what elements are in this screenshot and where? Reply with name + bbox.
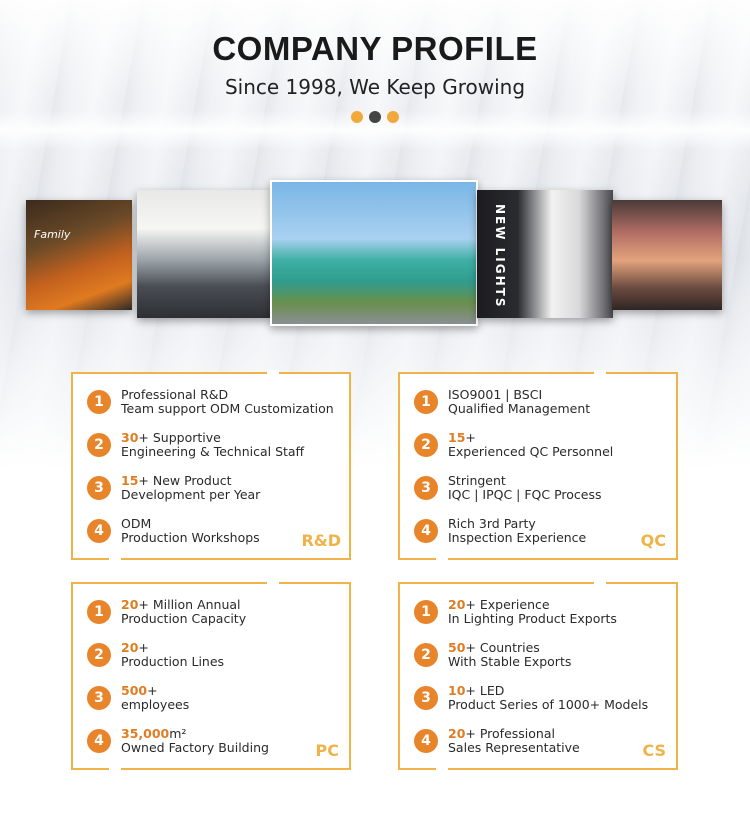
list-item <box>414 517 586 545</box>
number-badge: 1 <box>414 600 438 624</box>
item-line1: + <box>465 430 476 445</box>
list-item <box>87 517 260 545</box>
card-tag: PC <box>315 741 339 760</box>
item-line2: Engineering & Technical Staff <box>121 444 305 459</box>
number-badge: 4 <box>414 729 438 753</box>
item-line2: Development per Year <box>121 487 261 502</box>
highlight-value: 20 <box>448 726 466 741</box>
item-line2: With Stable Exports <box>448 654 572 669</box>
number-badge: 3 <box>414 686 438 710</box>
item-line1: m² <box>169 726 187 741</box>
list-item <box>87 727 269 755</box>
photo-showroom-booth <box>477 190 613 318</box>
card-border-gap <box>109 558 121 564</box>
number-badge: 2 <box>414 433 438 457</box>
item-line1: + Million Annual <box>138 597 241 612</box>
list-item <box>87 598 246 626</box>
card-pc <box>71 582 351 770</box>
highlight-value: 15 <box>448 430 466 445</box>
photo-lighting-showroom <box>612 200 722 310</box>
card-border-gap <box>109 768 121 774</box>
card-cs <box>398 582 678 770</box>
item-line1: + Countries <box>465 640 540 655</box>
list-item <box>414 474 602 502</box>
card-tag: CS <box>642 741 666 760</box>
page-title: COMPANY PROFILE <box>212 30 538 67</box>
item-line2: In Lighting Product Exports <box>448 611 617 626</box>
item-line2: employees <box>121 697 190 712</box>
card-border-gap <box>267 370 279 376</box>
item-line2: Production Capacity <box>121 611 247 626</box>
list-item <box>87 431 304 459</box>
number-badge: 4 <box>414 519 438 543</box>
item-line2: Production Workshops <box>121 530 260 545</box>
highlight-value: 20 <box>121 640 139 655</box>
item-line1: + <box>147 683 158 698</box>
number-badge: 3 <box>87 686 111 710</box>
card-border-gap <box>594 370 606 376</box>
card-rd <box>71 372 351 560</box>
item-line2: Sales Representative <box>448 740 580 755</box>
item-line1: + Professional <box>465 726 555 741</box>
number-badge: 4 <box>87 519 111 543</box>
number-badge: 3 <box>414 476 438 500</box>
highlight-value: 50 <box>448 640 466 655</box>
card-tag: R&D <box>301 531 341 550</box>
item-line1: Professional R&D <box>121 387 229 402</box>
item-line2: Inspection Experience <box>448 530 587 545</box>
carousel-dot <box>387 111 399 123</box>
carousel-dots <box>0 111 750 123</box>
carousel-dot-active <box>369 111 381 123</box>
list-item <box>87 641 224 669</box>
list-item <box>414 684 648 712</box>
item-line2: Qualified Management <box>448 401 591 416</box>
highlight-value: 20 <box>121 597 139 612</box>
item-line1: + <box>138 640 149 655</box>
photo-booth-text: NEW LIGHTS <box>493 204 507 309</box>
photo-office-workspace <box>137 190 272 318</box>
highlight-value: 10 <box>448 683 466 698</box>
number-badge: 1 <box>414 390 438 414</box>
card-border-gap <box>267 580 279 586</box>
card-qc <box>398 372 678 560</box>
number-badge: 1 <box>87 600 111 624</box>
number-badge: 1 <box>87 390 111 414</box>
item-line1: ODM <box>121 516 152 531</box>
item-line1: + Experience <box>465 597 550 612</box>
list-item <box>87 684 189 712</box>
list-item <box>87 474 260 502</box>
highlight-value: 20 <box>448 597 466 612</box>
item-line1: + LED <box>465 683 505 698</box>
card-border-gap <box>594 580 606 586</box>
card-tag: QC <box>640 531 666 550</box>
item-line2: Product Series of 1000+ Models <box>448 697 649 712</box>
photo-office-lounge <box>26 200 132 310</box>
item-line2: IQC | IPQC | FQC Process <box>448 487 602 502</box>
highlight-value: 35,000 <box>121 726 170 741</box>
item-line1: + Supportive <box>138 430 221 445</box>
list-item <box>414 727 580 755</box>
photo-factory-building <box>270 180 478 326</box>
item-line2: Experienced QC Personnel <box>448 444 614 459</box>
list-item <box>414 598 617 626</box>
list-item <box>87 388 334 416</box>
item-line2: Production Lines <box>121 654 225 669</box>
item-line2: Team support ODM Customization <box>121 401 334 416</box>
carousel-dot <box>351 111 363 123</box>
number-badge: 2 <box>87 433 111 457</box>
list-item <box>414 388 590 416</box>
item-line1: Rich 3rd Party <box>448 516 536 531</box>
number-badge: 2 <box>414 643 438 667</box>
highlight-value: 500 <box>121 683 148 698</box>
photo-sign-text: Family <box>34 228 71 241</box>
list-item <box>414 431 613 459</box>
number-badge: 4 <box>87 729 111 753</box>
highlight-value: 15 <box>121 473 139 488</box>
item-line1: + New Product <box>138 473 232 488</box>
number-badge: 2 <box>87 643 111 667</box>
item-line1: Stringent <box>448 473 506 488</box>
item-line2: Owned Factory Building <box>121 740 269 755</box>
list-item <box>414 641 571 669</box>
highlight-value: 30 <box>121 430 139 445</box>
item-line1: ISO9001 | BSCI <box>448 387 543 402</box>
number-badge: 3 <box>87 476 111 500</box>
page-subtitle: Since 1998, We Keep Growing <box>224 75 526 99</box>
card-border-gap <box>436 768 448 774</box>
card-border-gap <box>436 558 448 564</box>
